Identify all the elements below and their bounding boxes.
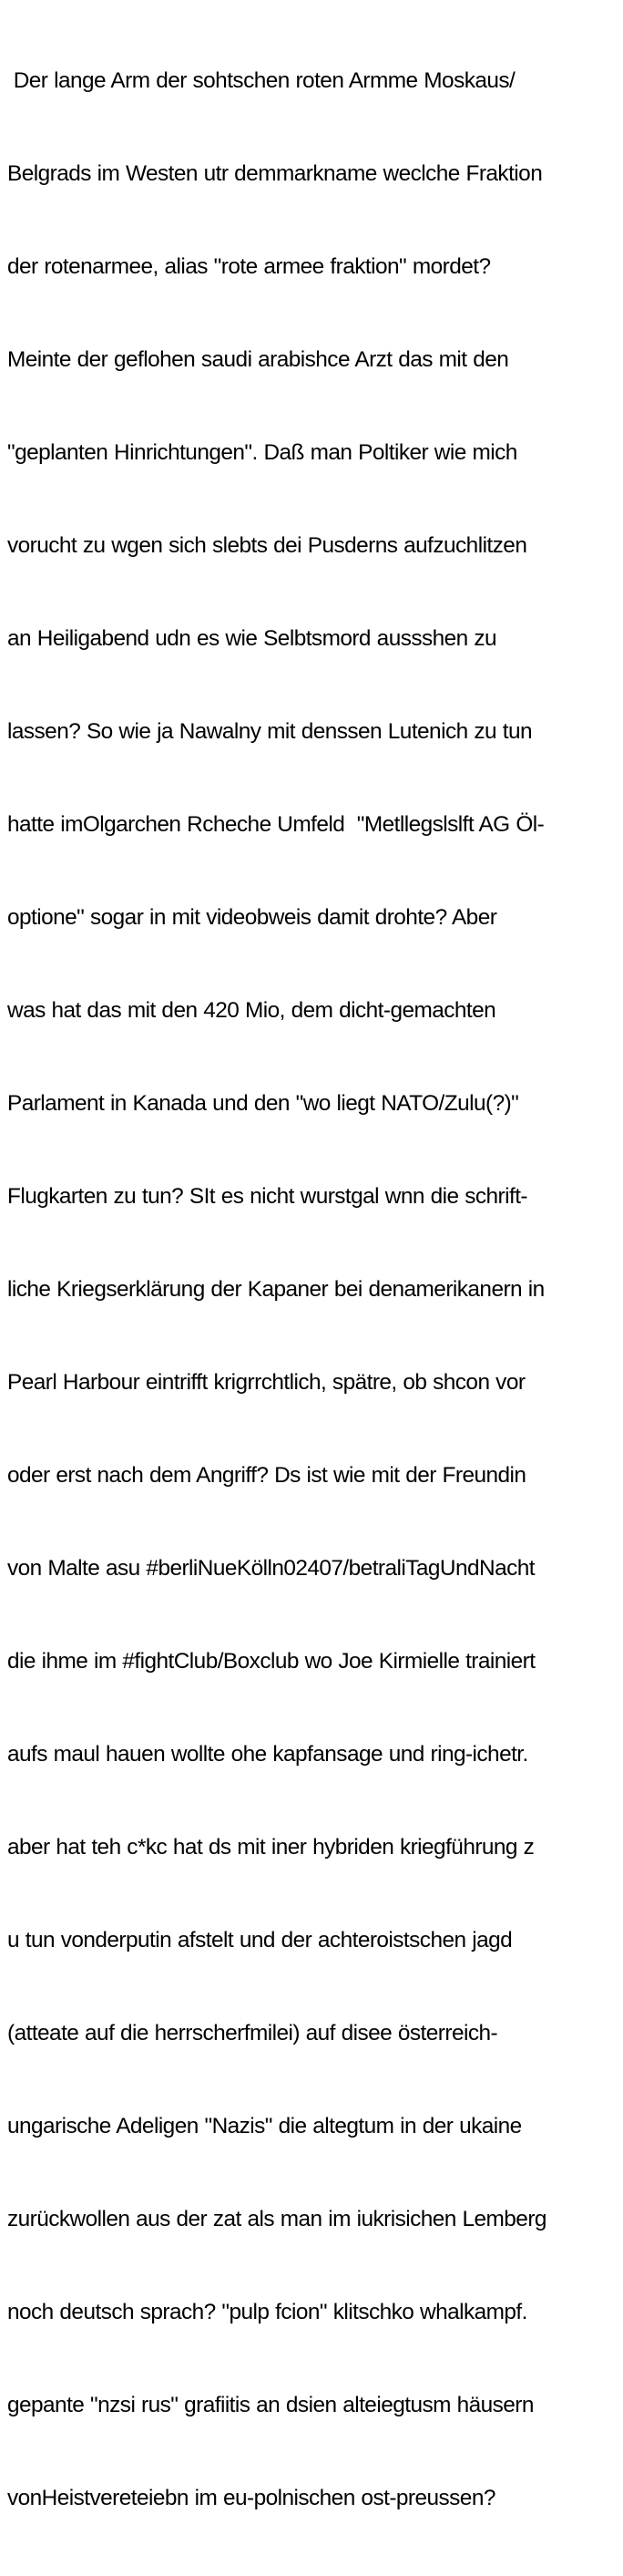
text-line: (atteate auf die herrscherfmilei) auf disee österreich- bbox=[7, 2021, 498, 2045]
text-line: vorucht zu wgen sich slebts dei Pusderns aufzuchlitzen bbox=[7, 533, 527, 558]
text-line: aufs maul hauen wollte ohe kapfansage und ring-ichetr. bbox=[7, 1742, 528, 1767]
text-line: "geplanten Hinrichtungen". Daß man Poltiker wie mich bbox=[7, 440, 517, 465]
text-line: lassen? So wie ja Nawalny mit denssen Lutenich zu tun bbox=[7, 719, 532, 744]
text-line: vonHeistvereteiebn im eu-polnischen ost-preussen? bbox=[7, 2486, 495, 2510]
text-line: Pearl Harbour eintrifft krigrrchtlich, spätre, ob shcon vor bbox=[7, 1370, 526, 1395]
text-line: an Heiligabend udn es wie Selbtsmord aussshen zu bbox=[7, 626, 497, 651]
text-line: der rotenarmee, alias "rote armee fraktion" mordet? bbox=[7, 254, 491, 279]
text-line: liche Kriegserklärung der Kapaner bei denamerikanern in bbox=[7, 1277, 545, 1302]
text-line: Parlament in Kanada und den "wo liegt NATO/Zulu(?)" bbox=[7, 1091, 519, 1116]
text-line: u tun vonderputin afstelt und der achteroistschen jagd bbox=[7, 1928, 513, 1953]
text-line: von Malte asu #berliNueKölln02407/betraliTagUndNacht bbox=[7, 1556, 535, 1581]
text-line: Belgrads im Westen utr demmarkname weclche Fraktion bbox=[7, 161, 543, 186]
text-line: die ihme im #fightClub/Boxclub wo Joe Kirmielle trainiert bbox=[7, 1649, 536, 1674]
document-text bbox=[7, 4, 618, 2576]
text-line: zurückwollen aus der zat als man im iukrisichen Lemberg bbox=[7, 2207, 546, 2231]
text-line: optione" sogar in mit videobweis damit drohte? Aber bbox=[7, 905, 497, 930]
text-line: hatte imOlgarchen Rcheche Umfeld "Metllegslslft AG Öl- bbox=[7, 812, 545, 837]
text-line: Der lange Arm der sohtschen roten Armme Moskaus/ bbox=[7, 68, 516, 93]
text-line: oder erst nach dem Angriff? Ds ist wie mit der Freundin bbox=[7, 1463, 526, 1488]
text-line: gepante "nzsi rus" grafiitis an dsien alteiegtusm häusern bbox=[7, 2393, 534, 2417]
text-line: Meinte der geflohen saudi arabishce Arzt das mit den bbox=[7, 347, 509, 372]
text-line: noch deutsch sprach? "pulp fcion" klitschko whalkampf. bbox=[7, 2300, 527, 2324]
text-line: ungarische Adeligen "Nazis" die altegtum in der ukaine bbox=[7, 2114, 522, 2138]
text-line: aber hat teh c*kc hat ds mit iner hybriden kriegführung z bbox=[7, 1835, 535, 1860]
text-line: was hat das mit den 420 Mio, dem dicht-gemachten bbox=[7, 998, 496, 1023]
text-line: Flugkarten zu tun? SIt es nicht wurstgal wnn die schrift- bbox=[7, 1184, 527, 1209]
